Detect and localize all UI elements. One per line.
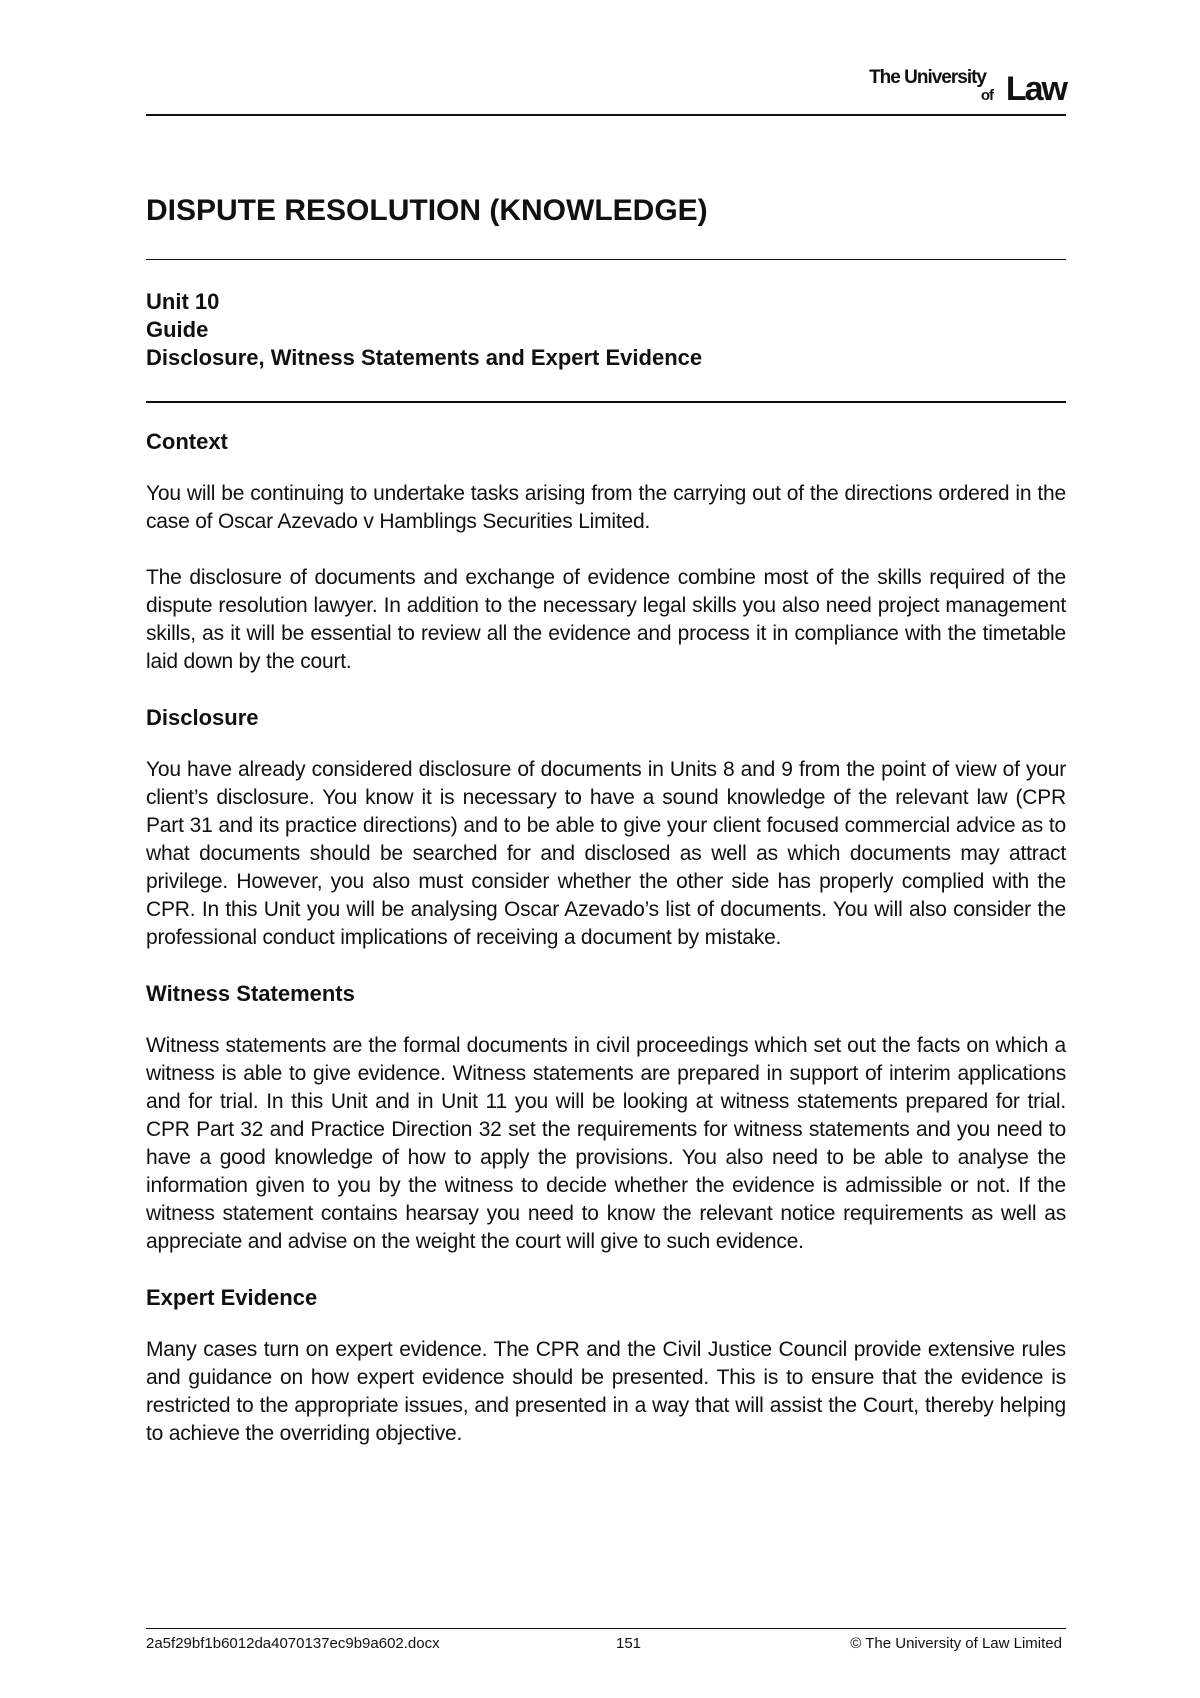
section-heading: Witness Statements (146, 981, 355, 1006)
unit-subject: Disclosure, Witness Statements and Expert Evidence (146, 345, 703, 370)
section-expert-evidence (146, 1284, 1066, 1448)
unit-block (146, 288, 1066, 372)
section-heading: Context (146, 429, 228, 454)
unit-number: Unit 10 (146, 289, 220, 314)
title-rule (146, 259, 1066, 260)
university-logo (856, 64, 1066, 108)
header-rule (146, 114, 1066, 116)
footer-page-number: 151 (616, 1635, 642, 1652)
unit-type: Guide (146, 317, 209, 342)
paragraph: The disclosure of documents and exchange of evidence combine most of the skills required of the dispute resolution lawyer. In addition to the necessary legal skills you also need project management skills, as it will be essential to review all the evidence and process it in compliance with the timetable laid down by the court. (146, 566, 1066, 673)
section-context (146, 428, 1066, 676)
logo-line-1: The University (869, 67, 986, 88)
footer-rule (146, 1628, 1066, 1629)
logo-line-2: of (980, 87, 993, 104)
page-footer (146, 1628, 1066, 1650)
section-witness-statements (146, 980, 1066, 1256)
paragraph: Witness statements are the formal documents in civil proceedings which set out the facts on which a witness is able to give evidence. Witness statements are prepared in support of interim applications and for trial. In this Unit and in Unit 11 you will be looking at witness statements prepared for trial. CPR Part 32 and Practice Direction 32 set the requirements for witness statements and you need to have a good knowledge of how to apply the provisions. You also need to be able to analyse the information given to you by the witness to decide whether the evidence is admissible or not. If the witness statement contains hearsay you need to know the relevant notice requirements as well as appreciate and advise on the weight the court will give to such evidence. (146, 1034, 1066, 1253)
logo-line-3: Law (1005, 70, 1066, 108)
section-disclosure (146, 704, 1066, 952)
paragraph: Many cases turn on expert evidence. The CPR and the Civil Justice Council provide extensive rules and guidance on how expert evidence should be presented. This is to ensure that the evidence is restricted to the appropriate issues, and presented in a way that will assist the Court, thereby helping to achieve the overriding objective. (146, 1338, 1066, 1445)
section-heading: Expert Evidence (146, 1285, 318, 1310)
footer-filename: 2a5f29bf1b6012da4070137ec9b9a602.docx (146, 1635, 440, 1652)
footer-copyright: © The University of Law Limited (850, 1635, 1062, 1652)
section-heading: Disclosure (146, 705, 259, 730)
paragraph: You will be continuing to undertake tasks arising from the carrying out of the directions ordered in the case of Oscar Azevado v Hamblings Securities Limited. (146, 482, 1066, 533)
document-body (146, 428, 1066, 1476)
paragraph: You have already considered disclosure of documents in Units 8 and 9 from the point of view of your client’s disclosure. You know it is necessary to have a sound knowledge of the relevant law (CPR Part 31 and its practice directions) and to be able to give your client focused commercial advice as to what documents should be searched for and disclosed as well as which documents may attract privilege. However, you also must consider whether the other side has properly complied with the CPR. In this Unit you will be analysing Oscar Azevado’s list of documents. You will also consider the professional conduct implications of receiving a document by mistake. (146, 758, 1066, 949)
unit-rule (146, 401, 1066, 403)
document-title: DISPUTE RESOLUTION (KNOWLEDGE) (146, 194, 708, 227)
